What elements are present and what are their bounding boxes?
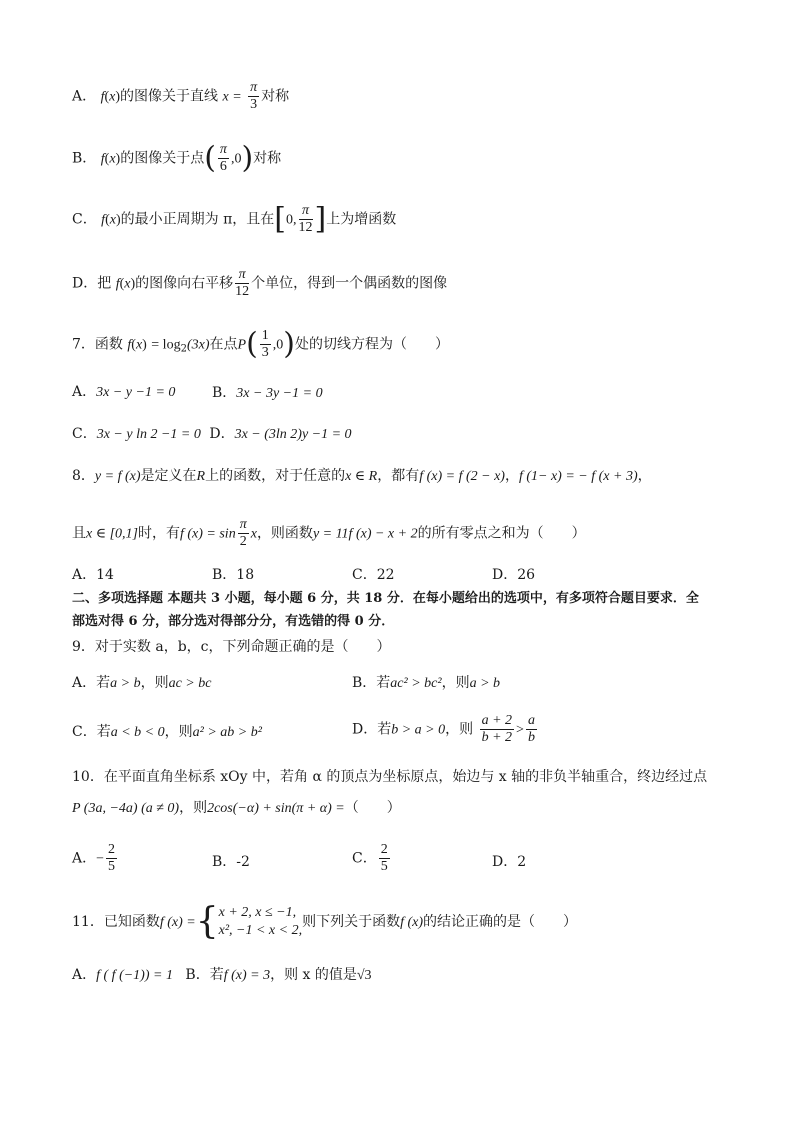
- fraction: $\frac{\pi}{2}$: [239, 517, 247, 549]
- q7-option-a: A．3x − y −1 = 0: [72, 384, 176, 400]
- fraction: $\frac{\pi}{12}$: [235, 267, 250, 299]
- q6-option-c: C． f(x)的最小正周期为 π，且在[0, $\frac{\pi}{12}$ ]上为增函数: [72, 201, 397, 237]
- q10-stem-line1: 10．在平面直角坐标系 xOy 中，若角 α 的顶点为坐标原点，始边与 x 轴的非负半轴重合，终边经过点: [72, 769, 708, 785]
- q8-stem-line2: 且x ∈ [0,1]时，有f (x) = sin $\frac{\pi}{2}$ x，则函数y = 11f (x) − x + 2的所有零点之和为（ ）: [72, 517, 586, 549]
- section-heading-line2: 部选对得 6 分，部分选对得部分分，有选错的得 0 分．: [72, 614, 395, 629]
- fraction: $\frac{1}{3}$: [261, 328, 269, 360]
- fraction: $\frac{\pi}{12}$: [298, 203, 313, 235]
- q6-option-a: A． f(x)的图像关于直线 x = $\frac{\pi}{3}$ 对称: [72, 80, 290, 112]
- option-label: C．: [72, 211, 97, 228]
- q8-option-d: D．26: [492, 567, 536, 583]
- piecewise-cases: x + 2, x ≤ −1, x², −1 < x < 2,: [218, 905, 303, 938]
- q7-options-row1: [72, 382, 175, 403]
- q10-stem-line2: P (3a, −4a) (a ≠ 0)，则2cos(−α) + sin(π + α) =（ ）: [72, 800, 401, 816]
- q8-option-c: C．22: [352, 567, 395, 583]
- q8-option-b: B．18: [212, 567, 255, 583]
- fraction: $\frac{a}{b}$: [527, 713, 535, 745]
- q7-options-row2: [72, 424, 352, 445]
- q7-option-b: B．3x − 3y −1 = 0: [212, 385, 323, 401]
- option-label: A．: [72, 88, 97, 105]
- q10-option-d: D．2: [492, 854, 527, 870]
- q8-stem-line1: 8．y = f (x)是定义在R上的函数，对于任意的x ∈ R，都有f (x) = f (2 − x)，f (1− x) = − f (x + 3)，: [72, 468, 652, 484]
- q11-options-row: [72, 965, 372, 986]
- q8-option-a: A．14: [72, 567, 114, 583]
- option-label: D．把: [72, 275, 112, 292]
- q11-option-a: A．f ( f (−1)) = 1: [72, 967, 173, 983]
- fraction: $\frac{\pi}{6}$: [219, 142, 227, 174]
- option-label: B．: [72, 150, 97, 167]
- q9-option-b: B．若ac² > bc²，则a > b: [352, 675, 501, 691]
- q9-option-a: A．若a > b，则ac > bc: [72, 675, 212, 691]
- q7-option-d: D．3x − (3ln 2)y −1 = 0: [209, 426, 352, 442]
- q10-option-c: C． $\frac{2}{5}$: [352, 842, 388, 874]
- q11-stem: 11．已知函数f (x) ={ x + 2, x ≤ −1, x², −1 < x < 2, 则下列关于函数f (x)的结论正确的是（ ）: [72, 901, 578, 942]
- q6-option-d: D．把 f(x)的图像向右平移 $\frac{\pi}{12}$ 个单位，得到一个偶函数的图像: [72, 267, 448, 299]
- fraction: $\frac{2}{5}$: [108, 842, 116, 874]
- q9-stem: 9．对于实数 a，b，c，下列命题正确的是（ ）: [72, 639, 391, 655]
- q9-option-d: D．若b > a > 0，则 $\frac{a + 2}{b + 2}$ > $\frac{a}{b}$: [352, 713, 535, 745]
- fraction: $\frac{2}{5}$: [380, 842, 388, 874]
- fraction: $\frac{\pi}{3}$: [250, 80, 258, 112]
- q9-option-c: C．若a < b < 0，则a² > ab > b²: [72, 724, 262, 740]
- q7-option-c: C．3x − y ln 2 −1 = 0: [72, 426, 201, 442]
- q10-option-a: A．− $\frac{2}{5}$: [72, 842, 116, 874]
- section-heading-line1: 二、多项选择题 本题共 3 小题，每小题 6 分，共 18 分．在每小题给出的选项中，有多项符合题目要求．全: [72, 591, 699, 606]
- q7-stem: 7．函数 $f(x) = \log_2(3x)$在点P( $\frac{1}{3}$ ,0)处的切线方程为（ ）: [72, 326, 449, 362]
- fraction: $\frac{a + 2}{b + 2}$: [481, 713, 513, 745]
- q10-option-b: B．-2: [212, 854, 250, 870]
- q11-option-b: B．若f (x) = 3，则 x 的值是√3: [185, 967, 372, 983]
- q6-option-b: B． f(x)的图像关于点( $\frac{\pi}{6}$ ,0)对称: [72, 140, 282, 176]
